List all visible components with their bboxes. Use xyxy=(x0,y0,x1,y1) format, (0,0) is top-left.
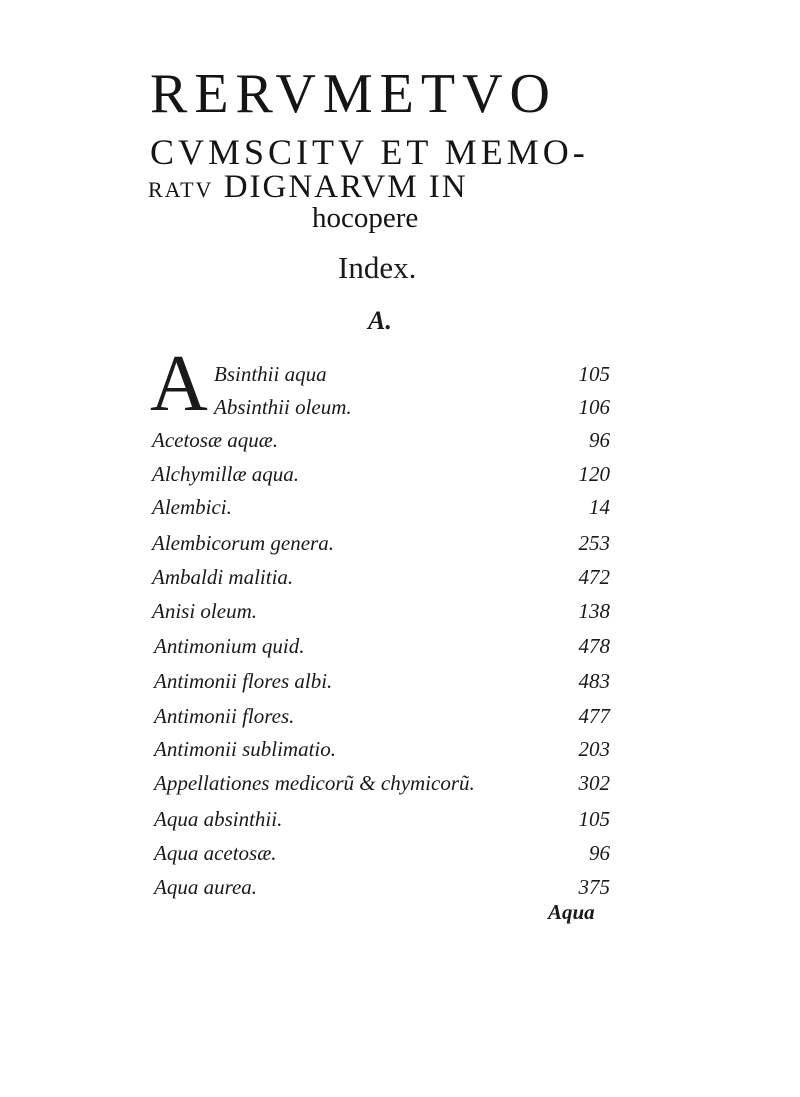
entry-term: Ambaldi malitia. xyxy=(152,565,294,589)
index-entry xyxy=(152,526,610,560)
entry-page: 105 xyxy=(578,362,610,386)
entry-page: 253 xyxy=(578,531,610,555)
title-line-2: CVMSCITV ET MEMO- xyxy=(150,132,589,172)
entry-term: Appellationes medicorũ & chymicorũ. xyxy=(154,771,475,795)
entry-term: Anisi oleum. xyxy=(152,599,257,623)
index-entry xyxy=(154,870,610,904)
index-entry xyxy=(154,766,610,800)
title-line-4: hocopere xyxy=(312,202,419,234)
index-entry xyxy=(152,490,610,524)
entry-page: 96 xyxy=(589,428,610,452)
title-line-1: RERVMETVO xyxy=(150,63,557,125)
entry-page: 375 xyxy=(578,875,610,899)
index-entry xyxy=(214,357,610,391)
index-entry xyxy=(214,390,610,424)
entry-page: 14 xyxy=(589,495,610,519)
entry-term: Alembici. xyxy=(152,495,232,519)
entry-term: Antimonium quid. xyxy=(154,634,305,658)
section-letter: A. xyxy=(368,306,392,335)
entry-page: 105 xyxy=(578,807,610,831)
index-entry xyxy=(154,732,610,766)
index-entry xyxy=(154,836,610,870)
catchword: Aqua xyxy=(548,900,595,924)
index-entry xyxy=(154,802,610,836)
entry-page: 478 xyxy=(578,634,610,658)
entry-page: 120 xyxy=(578,462,610,486)
entry-page: 96 xyxy=(589,841,610,865)
entry-term: Alembicorum genera. xyxy=(152,531,334,555)
entry-page: 472 xyxy=(578,565,610,589)
index-heading: Index. xyxy=(338,250,417,285)
entry-page: 138 xyxy=(578,599,610,623)
entry-term: Antimonii flores albi. xyxy=(154,669,333,693)
entry-page: 203 xyxy=(578,737,610,761)
index-entry xyxy=(154,699,610,733)
index-entry xyxy=(152,594,610,628)
index-entry xyxy=(154,629,610,663)
entry-term: Aqua acetosæ. xyxy=(154,841,277,865)
index-entry xyxy=(152,423,610,457)
entry-term: Absinthii oleum. xyxy=(214,395,352,419)
drop-cap: A xyxy=(150,340,208,428)
title-line-3-prefix: RATV xyxy=(148,177,214,202)
entry-page: 477 xyxy=(578,704,610,728)
index-entry xyxy=(152,560,610,594)
entry-page: 106 xyxy=(578,395,610,419)
entry-term: Antimonii sublimatio. xyxy=(154,737,337,761)
title-line-3-rest: DIGNARVM IN xyxy=(213,169,468,205)
entry-term: Antimonii flores. xyxy=(154,704,295,728)
index-entry xyxy=(154,664,610,698)
entry-page: 302 xyxy=(578,771,610,795)
entry-term: Aqua absinthii. xyxy=(154,807,283,831)
entry-term: Aqua aurea. xyxy=(154,875,258,899)
index-entry xyxy=(152,457,610,491)
entry-term: Acetosæ aquæ. xyxy=(152,428,278,452)
entry-term: Bsinthii aqua xyxy=(214,362,327,386)
entry-term: Alchymillæ aqua. xyxy=(152,462,299,486)
entry-page: 483 xyxy=(578,669,610,693)
